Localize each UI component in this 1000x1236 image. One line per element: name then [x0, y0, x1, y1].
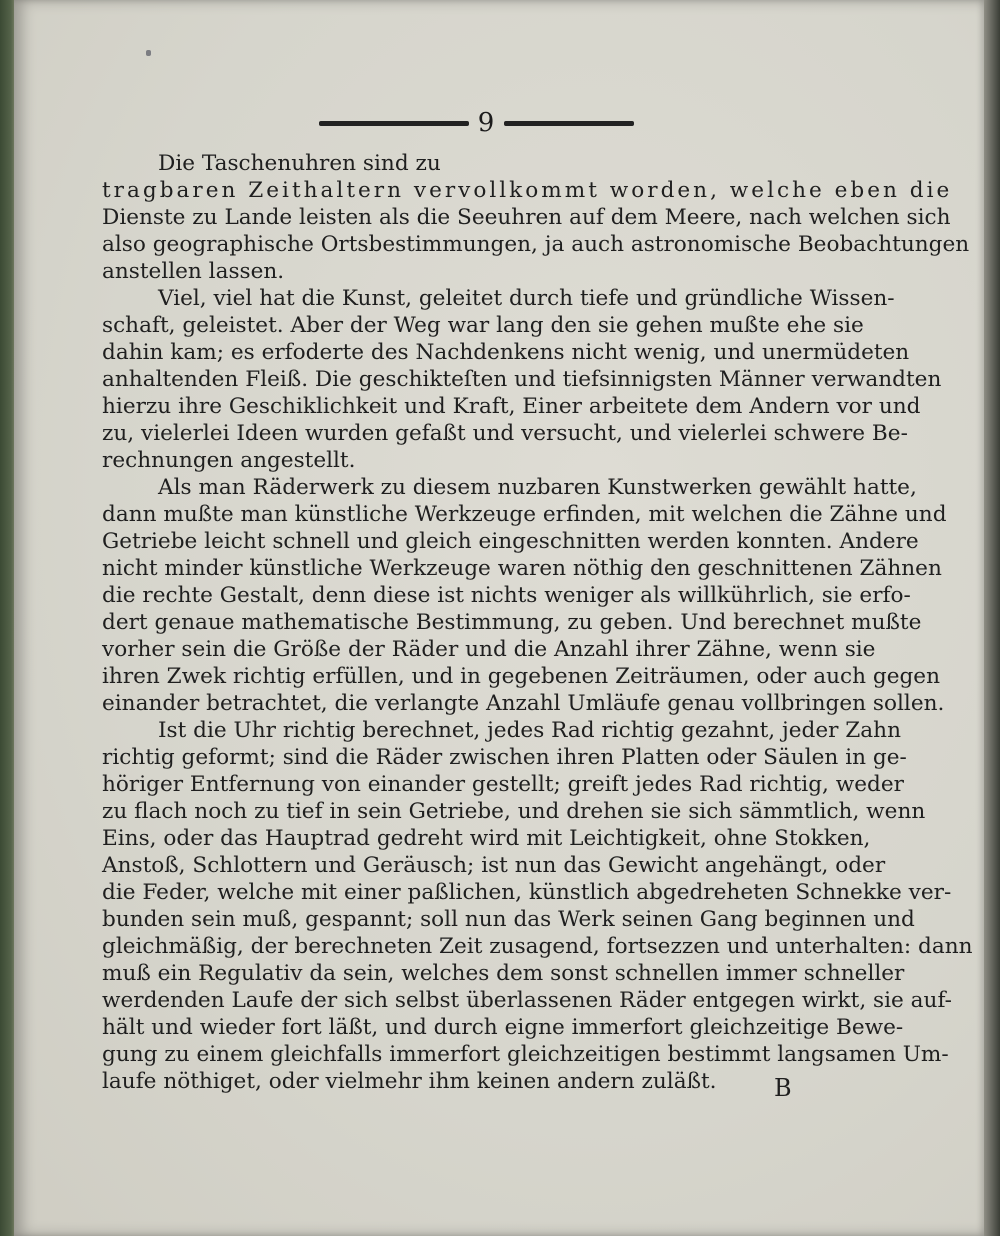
- page-header: [14, 108, 984, 138]
- header-rule-right: [504, 121, 634, 126]
- catchword: B: [774, 1074, 792, 1102]
- text-line: die rechte Gestalt, denn diese ist nichts weniger als willkührlich, sie erfo-: [102, 583, 911, 608]
- text-line: Getriebe leicht schnell und gleich eingeschnitten werden konnten. Andere: [102, 529, 919, 554]
- text-line: dert genaue mathematische Bestimmung, zu geben. Und berechnet mußte: [102, 610, 922, 635]
- text-line: laufe nöthiget, oder vielmehr ihm keinen andern zuläßt.: [102, 1069, 717, 1094]
- page-number: 9: [477, 108, 495, 138]
- text-line: Die Taschenuhren sind zu: [158, 151, 441, 176]
- text-line: werdenden Laufe der sich selbst überlassenen Räder entgegen wirkt, sie auf-: [102, 988, 952, 1013]
- text-line: vorher sein die Größe der Räder und die Anzahl ihrer Zähne, wenn sie: [102, 637, 876, 662]
- header-rule-left: [319, 121, 469, 126]
- text-line: gung zu einem gleichfalls immerfort gleichzeitigen bestimmt langsamen Um-: [102, 1042, 949, 1067]
- book-page: [14, 0, 984, 1236]
- text-line: Dienste zu Lande leisten als die Seeuhren auf dem Meere, nach welchen sich: [102, 205, 951, 230]
- text-line: ihren Zwek richtig erfüllen, und in gegebenen Zeiträumen, oder auch gegen: [102, 664, 940, 689]
- text-line: tragbaren Zeithaltern vervollkommt worden, welche eben die: [102, 178, 953, 203]
- text-line: Anstoß, Schlottern und Geräusch; ist nun das Gewicht angehängt, oder: [102, 853, 886, 878]
- text-line: Ist die Uhr richtig berechnet, jedes Rad richtig gezahnt, jeder Zahn: [158, 718, 901, 743]
- text-line: nicht minder künstliche Werkzeuge waren nöthig den geschnittenen Zähnen: [102, 556, 942, 581]
- text-line: muß ein Regulativ da sein, welches dem sonst schnellen immer schneller: [102, 961, 905, 986]
- text-line: Eins, oder das Hauptrad gedreht wird mit Leichtigkeit, ohne Stokken,: [102, 826, 871, 851]
- text-line: zu, vielerlei Ideen wurden gefaßt und versucht, und vielerlei schwere Be-: [102, 421, 908, 446]
- text-line: zu flach noch zu tief in sein Getriebe, und drehen sie sich sämmtlich, wenn: [102, 799, 926, 824]
- paper-speck: [146, 50, 151, 56]
- text-line: gleichmäßig, der berechneten Zeit zusagend, fortsezzen und unterhalten: dann: [102, 934, 973, 959]
- text-line: einander betrachtet, die verlangte Anzahl Umläufe genau vollbringen sollen.: [102, 691, 945, 716]
- text-line: bunden sein muß, gespannt; soll nun das Werk seinen Gang beginnen und: [102, 907, 915, 932]
- text-line: höriger Entfernung von einander gestellt; greift jedes Rad richtig, weder: [102, 772, 904, 797]
- text-line: dann mußte man künstliche Werkzeuge erfinden, mit welchen die Zähne und: [102, 502, 947, 527]
- page-edge-shadow: [984, 0, 1000, 1236]
- text-line: Viel, viel hat die Kunst, geleitet durch tiefe und gründliche Wissen-: [158, 286, 895, 311]
- text-line: Als man Räderwerk zu diesem nuzbaren Kunstwerken gewählt hatte,: [158, 475, 917, 500]
- text-line: rechnungen angestellt.: [102, 448, 356, 473]
- text-line: die Feder, welche mit einer paßlichen, künstlich abgedreheten Schnekke ver-: [102, 880, 952, 905]
- body-text: [102, 150, 973, 1095]
- text-line: anstellen lassen.: [102, 259, 285, 284]
- text-line: also geographische Ortsbestimmungen, ja auch astronomische Beobachtungen: [102, 232, 970, 257]
- text-line: hält und wieder fort läßt, und durch eigne immerfort gleichzeitige Bewe-: [102, 1015, 904, 1040]
- text-line: anhaltenden Fleiß. Die geschikteſten und tiefsinnigsten Männer verwandten: [102, 367, 942, 392]
- text-line: schaft, geleistet. Aber der Weg war lang den sie gehen mußte ehe sie: [102, 313, 864, 338]
- text-line: richtig geformt; sind die Räder zwischen ihren Platten oder Säulen in ge-: [102, 745, 907, 770]
- text-line: hierzu ihre Geschiklichkeit und Kraft, Einer arbeitete dem Andern vor und: [102, 394, 921, 419]
- text-line: dahin kam; es erfoderte des Nachdenkens nicht wenig, und unermüdeten: [102, 340, 910, 365]
